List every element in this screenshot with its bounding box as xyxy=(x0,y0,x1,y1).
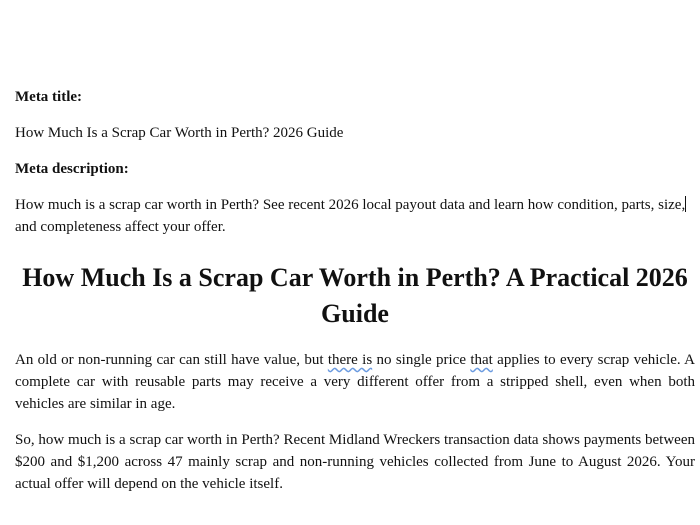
meta-title-label: Meta title: xyxy=(15,89,83,105)
paragraph-1-text: applies to every scrap vehicle. A complete car with reusable parts may receive a very different offer from a stripped shell, even when both vehicles are similar in age. xyxy=(15,352,696,412)
article-heading[interactable]: How Much Is a Scrap Car Worth in Perth? A Practical 2026 Guide xyxy=(22,263,688,328)
article-paragraph-1[interactable] xyxy=(15,349,695,415)
grammar-suggestion-that[interactable]: that xyxy=(470,352,493,368)
article-paragraph-2[interactable]: So, how much is a scrap car worth in Perth? Recent Midland Wreckers transaction data shows payments between $200 and $1,200 across 47 mainly scrap and non-running vehicles collected from June to August 2026. Your actual offer will depend on the vehicle itself. xyxy=(15,432,695,492)
document-body xyxy=(15,86,695,509)
grammar-suggestion-there-is[interactable]: there is xyxy=(327,352,373,368)
text-cursor xyxy=(685,196,686,212)
paragraph-1-text: An old or non-running car can still have value, but xyxy=(15,352,328,368)
meta-description-label: Meta description: xyxy=(15,161,129,177)
meta-description-value[interactable] xyxy=(15,194,695,238)
paragraph-1-text: no single price xyxy=(372,352,471,368)
meta-description-text-after-cursor: and completeness affect your offer. xyxy=(15,219,226,235)
meta-description-text-before-cursor: How much is a scrap car worth in Perth? See recent 2026 local payout data and learn how condition, parts, size, xyxy=(15,197,686,213)
meta-title-value[interactable]: How Much Is a Scrap Car Worth in Perth? 2026 Guide xyxy=(15,125,344,141)
